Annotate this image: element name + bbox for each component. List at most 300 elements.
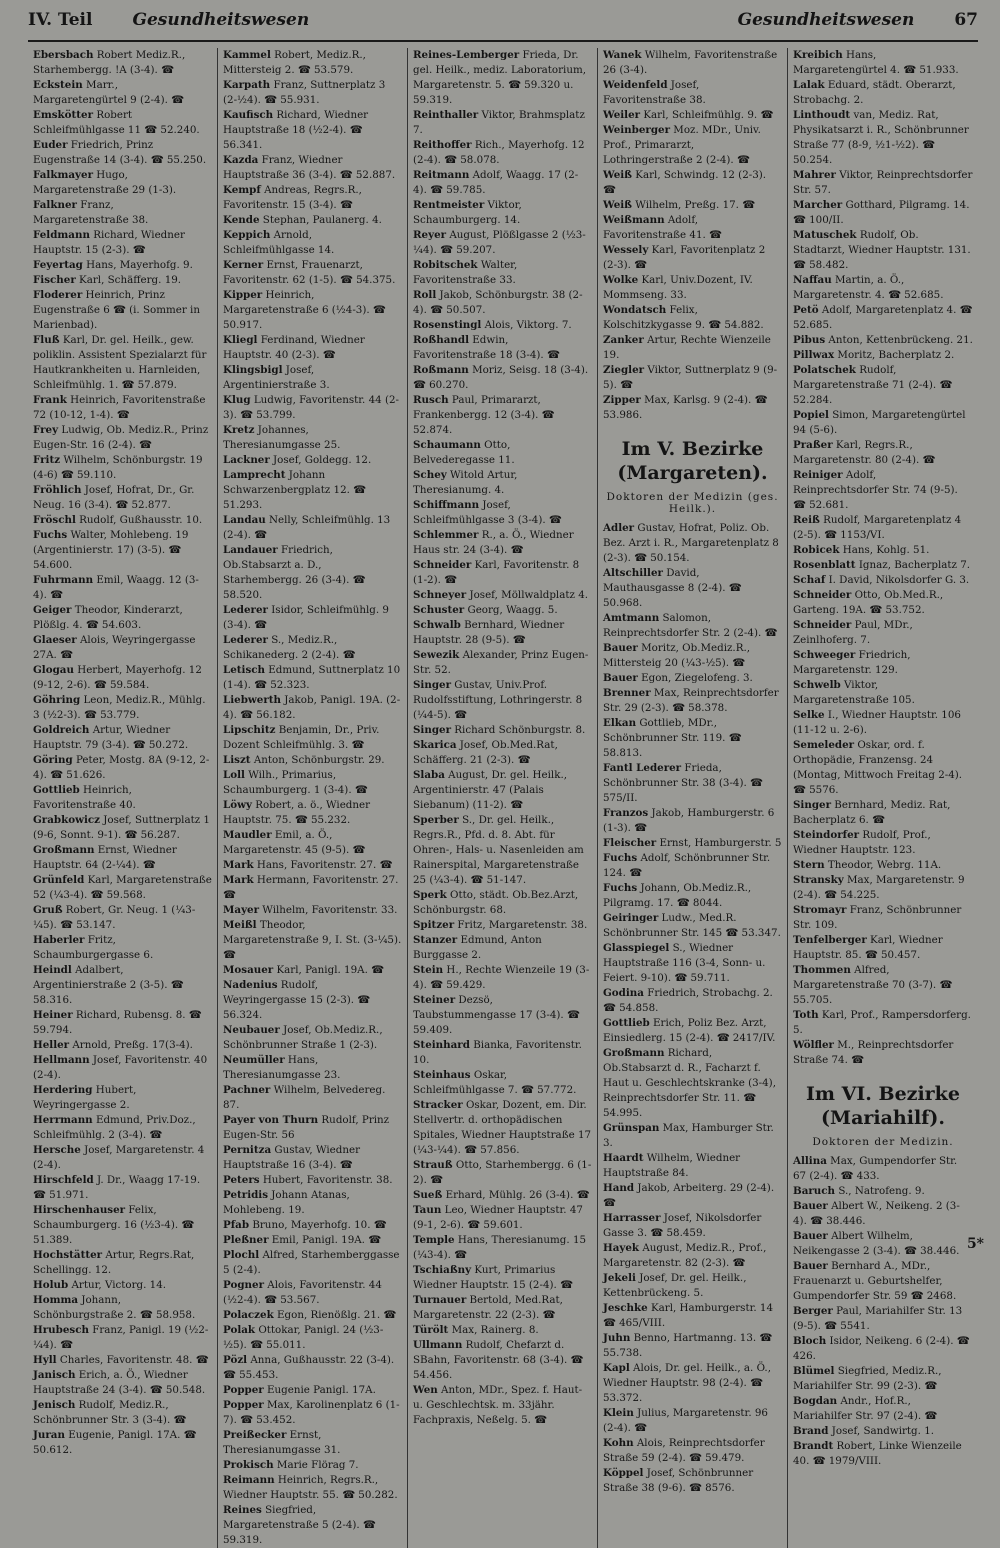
entry-name: Großmann [33,844,95,856]
entry-details: Friedrich, Margaretenstr. 129. [793,649,911,676]
entry-name: Rosenstingl [413,319,482,331]
entry-details: Robert Mediz.R., Starhembergg. !A (3-4). ☎ [33,49,186,76]
directory-entry [603,881,782,911]
entry-name: Thommen [793,964,851,976]
entry-name: Slaba [413,769,445,781]
directory-entry [33,1083,212,1113]
entry-name: Stransky [793,874,844,886]
entry-details: Richard, Rubensg. 8. ☎ 59.794. [33,1009,202,1036]
directory-entry [33,603,212,633]
directory-entry [413,393,592,438]
entry-name: Landau [223,514,266,526]
directory-entry [33,813,212,843]
directory-entry [33,933,212,963]
entry-details: Gotthard, Pilgramg. 14. ☎ 100/II. [793,199,970,226]
entry-name: Skarica [413,739,457,751]
district-heading [793,1082,973,1148]
entry-details: Josef, Margaretenstr. 4 (2-4). [33,1144,205,1171]
directory-entry [223,213,402,228]
directory-entry [793,1229,973,1259]
directory-entry [603,213,782,243]
entry-name: Steiner [413,994,456,1006]
entry-details: Frieda, Dr. gel. Heilk., mediz. Laboratorium, Margaretenstr. 5. ☎ 59.320 u. 59.319. [413,49,587,106]
column-5 [788,48,978,1548]
entry-details: Marie Flörag 7. [273,1459,359,1471]
directory-entry [413,198,592,228]
entry-name: Wölfler [793,1039,834,1051]
entry-details: Max, Hamburger Str. 3. [603,1122,774,1149]
entry-name: Schuster [413,604,465,616]
entry-name: Bauer [793,1260,828,1272]
directory-entry [33,723,212,753]
entry-details: Bertold, Med.Rat, Margaretenstr. 22 (2-3). ☎ [413,1294,563,1321]
entry-name: Bauer [603,642,638,654]
directory-entry [223,858,402,873]
directory-entry [33,228,212,258]
entry-name: Schey [413,469,447,481]
entry-name: Franzos [603,807,649,819]
entry-name: Ebersbach [33,49,94,61]
directory-entry [223,1113,402,1143]
entry-name: Lackner [223,454,270,466]
entry-details: Siegfried, Margaretenstraße 5 (2-4). ☎ 59.319. [223,1504,376,1546]
directory-entry [413,933,592,963]
entry-details: Josef, Sandwirtg. 1. [828,1425,935,1437]
entry-details: Emil, Panigl. 19A. ☎ [268,1234,382,1246]
entry-details: Richard, Ob.Stabsarzt d. R., Facharzt f. Haut u. Geschlechtskranke (3-4), Reinprechtsdorfer Str. 11. ☎ 54.995. [603,1047,776,1119]
directory-entry [793,828,973,858]
entry-details: Dezsö, Taubstummengasse 17 (3-4). ☎ 59.409. [413,994,580,1036]
entry-name: Karpath [223,79,271,91]
directory-entry [33,423,212,453]
entry-details: Egon, Ziegelofeng. 3. [637,672,753,684]
entry-details: Jakob, Hamburgerstr. 6 (1-3). ☎ [603,807,775,834]
entry-details: Karl, Regrs.R., Margaretenstr. 80 (2-4). ☎ [793,439,936,466]
entry-name: Grabkowicz [33,814,100,826]
entry-name: Amtmann [603,612,660,624]
directory-entry [603,1181,782,1211]
entry-name: Keppich [223,229,271,241]
directory-entry [603,986,782,1016]
entry-name: Schwalb [413,619,461,631]
entry-name: Geiger [33,604,72,616]
entry-name: Polaczek [223,1309,274,1321]
entry-name: Petö [793,304,819,316]
entry-name: Adler [603,522,635,534]
entry-details: Erhard, Mühlg. 26 (3-4). ☎ [442,1189,590,1201]
entry-details: Heinrich, Favoritenstraße 72 (10-12, 1-4). ☎ [33,394,206,421]
directory-entry [413,363,592,393]
directory-entry [223,393,402,423]
column-3 [408,48,598,1548]
entry-name: Singer [793,799,832,811]
directory-entry [413,738,592,768]
directory-entry [33,273,212,288]
entry-name: Göring [33,754,73,766]
entry-details: Moz. MDr., Univ. Prof., Primararzt, Lothringerstraße 2 (2-4). ☎ [603,124,761,166]
entry-details: Wilh., Primarius, Schaumburgerg. 1 (3-4). ☎ [223,769,368,796]
entry-name: Lederer [223,604,268,616]
entry-details: David, Mauthausgasse 8 (2-4). ☎ 50.968. [603,567,742,609]
directory-entry [603,1466,782,1496]
directory-entry [223,1188,402,1218]
directory-entry [223,1428,402,1458]
entry-details: Robert, Mediz.R., Mittersteig 2. ☎ 53.579. [223,49,366,76]
entry-details: Jakob, Arbeiterg. 29 (2-4). ☎ [603,1182,775,1209]
entry-name: Bauer [603,672,638,684]
entry-name: Schaumann [413,439,481,451]
directory-entry [33,963,212,1008]
entry-details: Rudolf, Gußhausstr. 10. [75,514,203,526]
entry-name: Steinhaus [413,1069,471,1081]
entry-details: Viktor, Schaumburgerg. 14. [413,199,522,226]
directory-entry [33,1053,212,1083]
directory-entry [413,618,592,648]
entry-details: Moritz, Ob.Mediz.R., Mittersteig 20 (¼3-½5). ☎ [603,642,751,669]
directory-entry [413,918,592,933]
entry-details: Adolf, Margaretenplatz 4. ☎ 52.685. [793,304,973,331]
entry-name: Bauer [793,1200,828,1212]
directory-entry [223,183,402,213]
entry-details: Wilhelm, Favoritenstraße 26 (3-4). [603,49,778,76]
directory-entry [223,1473,402,1503]
entry-details: Josef, Schleifmühlgasse 3 (3-4). ☎ [413,499,562,526]
directory-entry [223,1173,402,1188]
entry-details: Heinrich, Regrs.R., Wiedner Hauptstr. 55. ☎ 50.282. [223,1474,398,1501]
entry-name: Roßhandl [413,334,470,346]
directory-entry [793,573,973,588]
entry-name: Juran [33,1429,65,1441]
directory-entry [33,633,212,663]
directory-entry [793,1038,973,1068]
directory-entry [33,528,212,573]
entry-name: Großmann [603,1047,665,1059]
entry-details: Alfred, Margaretenstraße 70 (3-7). ☎ 55.705. [793,964,953,1006]
entry-details: Benno, Hartmanng. 13. ☎ 55.738. [603,1332,773,1359]
entry-name: Reyer [413,229,447,241]
directory-entry [413,318,592,333]
entry-details: Artur, Rechte Wienzeile 19. [603,334,771,361]
entry-name: Mayer [223,904,260,916]
directory-entry [793,468,973,513]
entry-name: Reithoffer [413,139,472,151]
directory-entry [793,708,973,738]
entry-details: Max, Karlsg. 9 (2-4). ☎ 53.986. [603,394,768,421]
entry-details: Arnold, Preßg. 17(3-4). [69,1039,193,1051]
directory-entry [223,1023,402,1053]
entry-details: Walter, Favoritenstraße 33. [413,259,518,286]
entry-name: Fuchs [33,529,68,541]
directory-entry [223,918,402,963]
entry-details: Karl, Schwindg. 12 (2-3). ☎ [603,169,767,196]
directory-entry [603,273,782,303]
entry-name: Mahrer [793,169,836,181]
entry-details: Josef, Favoritenstr. 40 (2-4). [33,1054,208,1081]
entry-details: Hubert, Favoritenstr. 38. [259,1174,393,1186]
entry-name: Emskötter [33,109,94,121]
entry-name: Robitschek [413,259,478,271]
entry-details: Charles, Favoritenstr. 48. ☎ [56,1354,209,1366]
directory-entry [793,303,973,333]
entry-details: H., Rechte Wienzeile 19 (3-4). ☎ 59.429. [413,964,590,991]
entry-name: Polatschek [793,364,856,376]
directory-entry [603,911,782,941]
entry-details: Leo, Wiedner Hauptstr. 47 (9-1, 2-6). ☎ 59.601. [413,1204,583,1231]
entry-name: Floderer [33,289,83,301]
directory-entry [33,1353,212,1368]
entry-details: Arnold, Schleifmühlgasse 14. [223,229,335,256]
entry-details: Josef, Dr. gel. Heilk., Kettenbrückeng. 5. [603,1272,747,1299]
entry-details: Moriz, Seisg. 18 (3-4). ☎ 60.270. [413,364,589,391]
directory-entry [33,1173,212,1203]
entry-details: Rudolf, Weyringergasse 15 (2-3). ☎ 56.324. [223,979,371,1021]
entry-name: Weiß [603,199,633,211]
entry-details: S., Dr. gel. Heilk., Regrs.R., Pfd. d. 8. Abt. für Ohren-, Hals- u. Nasenleiden am Rainerspital, Margaretenstraße 25 (¼3-4). ☎ 51-147. [413,814,584,886]
entry-name: Schneider [793,619,852,631]
column-2 [218,48,408,1548]
entry-name: Preißecker [223,1429,287,1441]
directory-entry [223,1383,402,1398]
entry-name: Roßmann [413,364,469,376]
entry-details: Hubert, Weyringergasse 2. [33,1084,137,1111]
entry-name: Janisch [33,1369,76,1381]
entry-details: Wilhelm, Schönburgstr. 19 (4-6) ☎ 59.110. [33,454,203,481]
entry-name: Matuschek [793,229,857,241]
entry-name: Schwelb [793,679,841,691]
entry-name: Kempf [223,184,261,196]
entry-name: Schlemmer [413,529,479,541]
entry-details: Emil, a. Ö., Margaretenstr. 45 (9-5). ☎ [223,829,366,856]
directory-entry [223,513,402,543]
entry-details: Josef, Argentinierstraße 3. [223,364,330,391]
entry-details: J. Dr., Waagg 17-19. ☎ 51.971. [33,1174,201,1201]
entry-details: Viktor, Reinprechtsdorfer Str. 57. [793,169,973,196]
entry-name: Wanek [603,49,642,61]
directory-entry [33,168,212,198]
directory-entry [33,783,212,813]
entry-name: Stracker [413,1099,463,1111]
directory-entry [603,566,782,611]
entry-name: Schneider [793,589,852,601]
directory-entry [223,603,402,633]
directory-entry [223,48,402,78]
directory-entry [223,468,402,513]
directory-entry [413,678,592,723]
directory-entry [33,1428,212,1458]
directory-entry [793,1304,973,1334]
entry-details: Franz, Schönbrunner Str. 109. [793,904,962,931]
entry-details: van, Mediz. Rat, Physikatsarzt i. R., Schönbrunner Straße 77 (8-9, ½1-½2). ☎ 50.254. [793,109,969,166]
entry-name: Elkan [603,717,637,729]
entry-details: Hugo, Margaretenstraße 29 (1-3). [33,169,177,196]
directory-entry [33,1248,212,1278]
entry-name: Hyll [33,1354,57,1366]
entry-details: Rich., Mayerhofg. 12 (2-4). ☎ 58.078. [413,139,585,166]
entry-name: Allina [793,1155,827,1167]
directory-entry [223,423,402,453]
directory-entry [793,1439,973,1469]
entry-details: Max, Karolinenplatz 6 (1-7). ☎ 53.452. [223,1399,400,1426]
entry-name: Peters [223,1174,260,1186]
directory-entry [33,1293,212,1323]
entry-details: Erich, Poliz Bez. Arzt, Einsiedlerg. 15 (2-4). ☎ 2417/IV. [603,1017,776,1044]
entry-details: Marr., Margaretengürtel 9 (2-4). ☎ [33,79,184,106]
entry-name: Nadenius [223,979,278,991]
directory-entry [793,198,973,228]
directory-entry [223,1143,402,1173]
directory-entry [33,513,212,528]
entry-name: Reiß [793,514,820,526]
directory-entry [603,761,782,806]
entry-details: Josef, Favoritenstraße 38. [603,79,706,106]
entry-details: Gustav, Univ.Prof. Rudolfsstiftung, Lothringerstr. 8 (¼4-5). ☎ [413,679,583,721]
entry-details: Rudolf, Chefarzt d. SBahn, Favoritenstr. 68 (3-4). ☎ 54.456. [413,1339,584,1381]
entry-name: Falkner [33,199,77,211]
directory-entry [413,813,592,888]
entry-name: Kliegl [223,334,258,346]
entry-name: Holub [33,1279,69,1291]
entry-details: Viktor, Brahmsplatz 7. [413,109,585,136]
entry-name: Kerner [223,259,264,271]
entry-name: Meißl [223,919,257,931]
directory-entry [33,288,212,333]
entry-details: Paul, Primararzt, Frankenbergg. 12 (3-4). ☎ 52.874. [413,394,555,436]
entry-details: Otto, Belvederegasse 11. [413,439,515,466]
entry-details: Karl, Hamburgerstr. 14 ☎ 465/VIII. [603,1302,774,1329]
entry-name: Temple [413,1234,455,1246]
directory-entry [33,573,212,603]
directory-entry [33,198,212,228]
entry-name: Haberler [33,934,85,946]
entry-name: Popper [223,1384,264,1396]
entry-name: Turnauer [413,1294,467,1306]
entry-name: Kohn [603,1437,634,1449]
entry-details: Max, Gumpendorfer Str. 67 (2-4). ☎ 433. [793,1155,958,1182]
entry-name: Strauß [413,1159,453,1171]
entry-name: Selke [793,709,825,721]
entry-details: Karl, Schleifmühlg. 9. ☎ [640,109,774,121]
directory-entry [793,618,973,648]
directory-entry [413,333,592,363]
entry-details: August, Dr. gel. Heilk., Argentinierstr. 47 (Palais Siebanum) (11-2). ☎ [413,769,568,811]
entry-details: Stephan, Paulanerg. 4. [259,214,382,226]
directory-entry [33,1368,212,1398]
directory-entry [413,1158,592,1188]
directory-entry [33,1038,212,1053]
column-1 [28,48,218,1548]
entry-details: Albert W., Neikeng. 2 (3-4). ☎ 38.446. [793,1200,960,1227]
entry-details: Robert, Gr. Neug. 1 (¼3-¼5). ☎ 53.147. [33,904,196,931]
entry-name: Baruch [793,1185,836,1197]
entry-details: Karl, Favoritenstr. 8 (1-2). ☎ [413,559,580,586]
directory-entry [413,498,592,528]
entry-name: Lederer [223,634,268,646]
directory-entry [223,108,402,153]
entry-name: Schweeger [793,649,856,661]
entry-details: Moritz, Bacherplatz 2. [834,349,955,361]
entry-details: Anna, Gußhausstr. 22 (3-4). ☎ 55.453. [223,1354,395,1381]
column-4 [598,48,788,1548]
columns [28,48,978,1546]
entry-details: Frieda, Schönbrunner Str. 38 (3-4). ☎ 575/II. [603,762,763,804]
entry-details: Alois, Dr. gel. Heilk., a. Ö., Wiedner Hauptstr. 98 (2-4). ☎ 53.372. [603,1362,771,1404]
directory-entry [413,1293,592,1323]
entry-details: Alois, Reinprechtsdorfer Straße 59 (2-4). ☎ 59.479. [603,1437,765,1464]
directory-entry [793,903,973,933]
directory-entry [223,798,402,828]
entry-name: Grünspan [603,1122,660,1134]
entry-name: Pogner [223,1279,264,1291]
entry-details: Ludwig, Ob. Mediz.R., Prinz Eugen-Str. 16 (2-4). ☎ [33,424,209,451]
entry-name: Praßer [793,439,833,451]
entry-name: Singer [413,724,452,736]
entry-details: Alois, Favoritenstr. 44 (½2-4). ☎ 53.567. [223,1279,382,1306]
entry-details: Peter, Mostg. 8A (9-12, 2-4). ☎ 51.626. [33,754,210,781]
directory-entry [413,603,592,618]
entry-name: Kapl [603,1362,630,1374]
section-title-left: Gesundheitswesen [132,10,310,30]
entry-name: Taun [413,1204,442,1216]
entry-name: Glasspiegel [603,942,670,954]
entry-details: Wilhelm, Belvedereg. 87. [223,1084,386,1111]
entry-details: Ottokar, Panigl. 24 (½3-½5). ☎ 55.011. [223,1324,384,1351]
entry-name: Toth [793,1009,819,1021]
entry-name: Feyertag [33,259,83,271]
entry-details: Edmund, Suttnerplatz 10 (1-4). ☎ 52.323. [223,664,401,691]
entry-details: Hermann, Favoritenstr. 27. ☎ [223,874,399,901]
directory-entry [223,543,402,603]
directory-entry [33,1323,212,1353]
page-number: 67 [954,10,978,30]
entry-details: Adolf, Waagg. 17 (2-4). ☎ 59.785. [413,169,579,196]
entry-details: Artur, Wiedner Hauptstr. 79 (3-4). ☎ 50.272. [33,724,189,751]
entry-details: Artur, Victorg. 14. [68,1279,167,1291]
directory-entry [603,1331,782,1361]
entry-name: Wondatsch [603,304,667,316]
directory-entry [413,558,592,588]
entry-name: Falkmayer [33,169,93,181]
entry-name: Euder [33,139,68,151]
directory-entry [793,873,973,903]
entry-details: Bernhard, Mediz. Rat, Bacherplatz 6. ☎ [793,799,951,826]
entry-details: Gustav, Hofrat, Poliz. Ob. Bez. Arzt i. R., Margaretenplatz 8 (2-3). ☎ 50.154. [603,522,779,564]
entry-details: Alois, Weyringergasse 27A. ☎ [33,634,196,661]
directory-entry [793,648,973,678]
entry-name: Hellmann [33,1054,90,1066]
entry-name: Zanker [603,334,644,346]
entry-name: Maudler [223,829,272,841]
entry-details: Karl, Margaretenstraße 52 (¼3-4). ☎ 59.568. [33,874,212,901]
directory-entry [223,723,402,753]
entry-name: Weiß [603,169,633,181]
entry-name: Reimann [223,1474,275,1486]
entry-name: Jeschke [603,1302,648,1314]
directory-entry [603,393,782,423]
entry-details: Heinrich, Margaretenstraße 6 (½4-3). ☎ 50.917. [223,289,386,331]
entry-details: Ernst, Theresianumgasse 31. [223,1429,341,1456]
entry-details: Franz, Panigl. 19 (½2-¼4). ☎ [33,1324,209,1351]
directory-entry [33,333,212,393]
entry-details: Josef, Nikolsdorfer Gasse 3. ☎ 58.459. [603,1212,762,1239]
entry-name: Gottlieb [603,1017,650,1029]
directory-entry [603,303,782,333]
directory-entry [413,993,592,1038]
directory-entry [223,453,402,468]
directory-entry [33,753,212,783]
entry-name: Kipper [223,289,263,301]
entry-details: Otto, Starhembergg. 6 (1-2). ☎ [413,1159,592,1186]
directory-entry [413,1098,592,1158]
